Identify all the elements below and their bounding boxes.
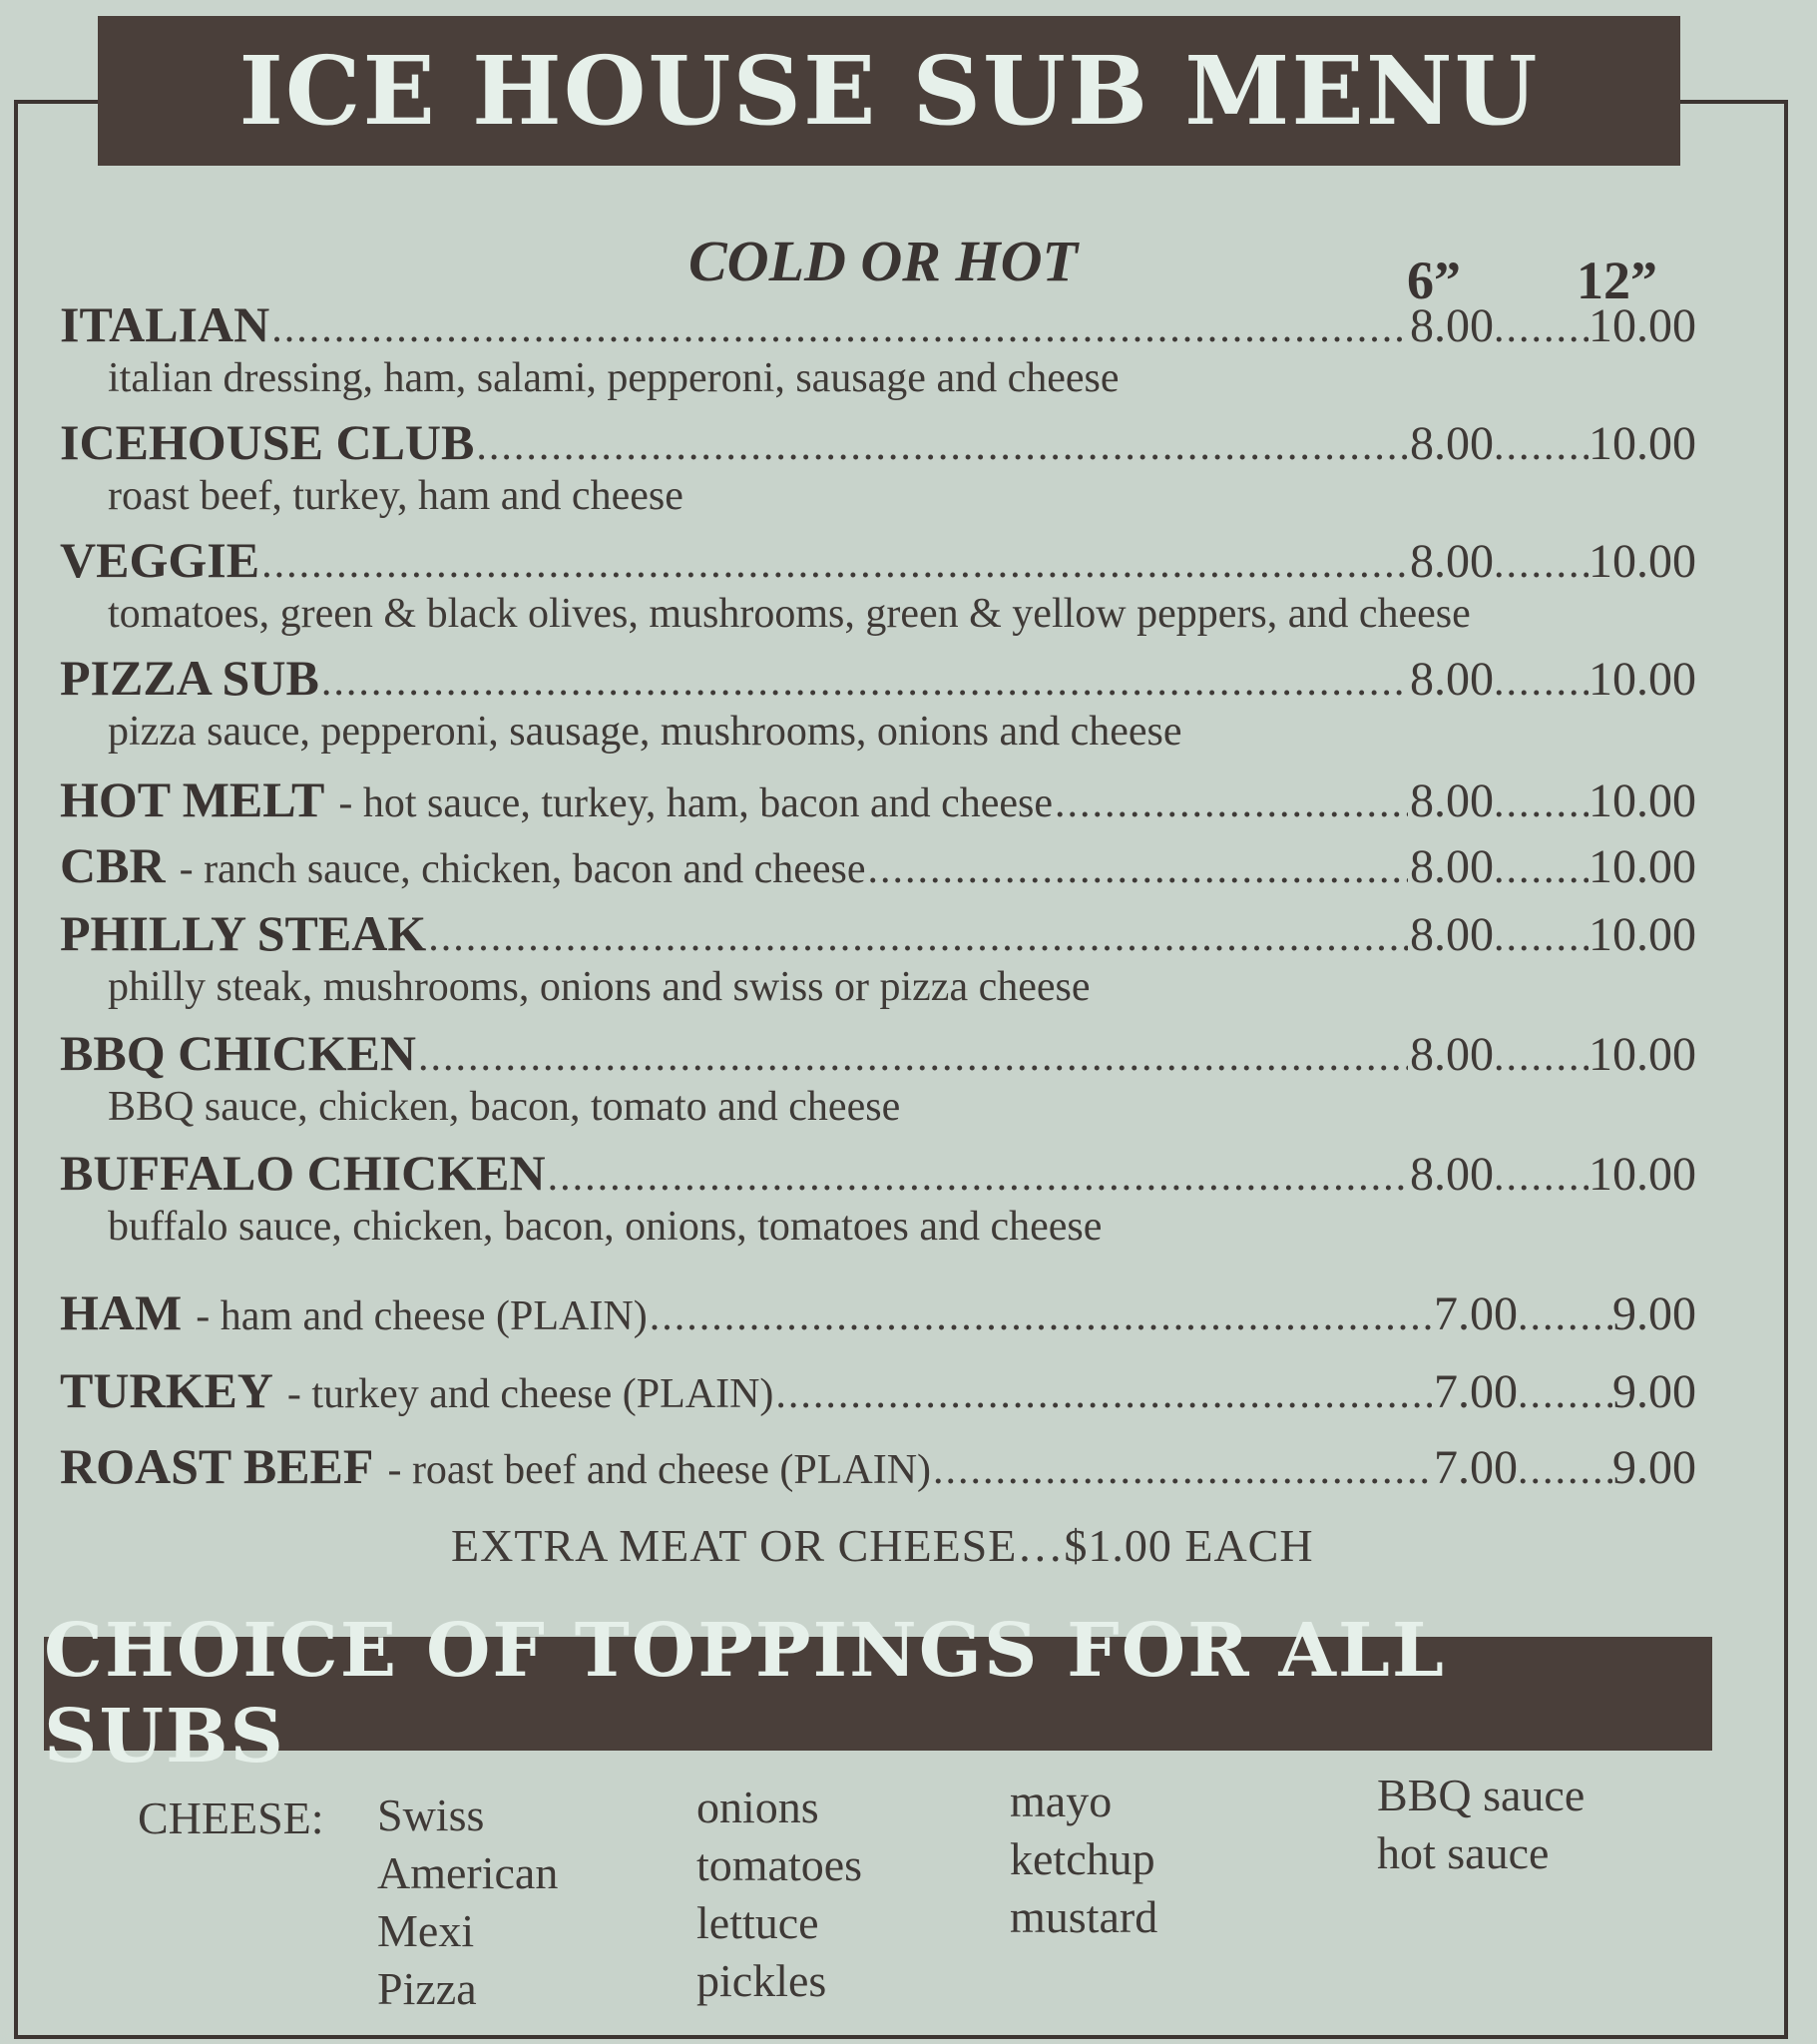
price-6: 8.00 xyxy=(1410,908,1494,961)
price-12: 10.00 xyxy=(1589,299,1696,352)
sauce-list xyxy=(1377,1767,1585,1882)
price-6: 8.00 xyxy=(1410,653,1494,706)
price-6: 8.00 xyxy=(1410,1028,1494,1081)
list-item: hot sauce xyxy=(1377,1827,1550,1878)
price-12: 10.00 xyxy=(1589,653,1696,706)
price-6: 7.00 xyxy=(1434,1287,1518,1340)
menu-item xyxy=(60,1145,1696,1251)
list-item: lettuce xyxy=(696,1897,819,1948)
toppings-title: CHOICE OF TOPPINGS FOR ALL SUBS xyxy=(44,1608,1446,1780)
list-item: Mexi xyxy=(377,1905,475,1956)
price-12: 10.00 xyxy=(1589,774,1696,827)
item-description: italian dressing, ham, salami, pepperoni, sausage and cheese xyxy=(108,355,1120,401)
cheese-list xyxy=(377,1787,558,2018)
price-12: 10.00 xyxy=(1589,1028,1696,1081)
list-item: ketchup xyxy=(1010,1833,1155,1884)
price-6: 8.00 xyxy=(1410,299,1494,352)
menu-item xyxy=(60,1362,1696,1418)
item-inline-description: - turkey and cheese (PLAIN) xyxy=(286,1371,774,1417)
item-inline-description: - ranch sauce, chicken, bacon and cheese xyxy=(179,846,866,892)
dot-leader xyxy=(261,543,1408,585)
item-name: BUFFALO CHICKEN xyxy=(60,1145,546,1201)
item-description: roast beef, turkey, ham and cheese xyxy=(108,473,683,519)
dot-leader xyxy=(1494,782,1589,824)
veggie-list xyxy=(696,1779,862,2010)
title-banner xyxy=(98,16,1680,166)
item-inline-description: - ham and cheese (PLAIN) xyxy=(196,1293,648,1339)
price-12: 9.00 xyxy=(1612,1441,1696,1494)
dot-leader xyxy=(1518,1449,1612,1491)
list-item: tomatoes xyxy=(696,1839,863,1890)
dot-leader xyxy=(1518,1295,1612,1337)
item-name: PIZZA SUB xyxy=(60,650,319,706)
dot-leader xyxy=(1494,1156,1589,1198)
menu-title: ICE HOUSE SUB MENU xyxy=(238,35,1540,147)
price-6: 8.00 xyxy=(1410,535,1494,588)
dot-leader xyxy=(476,425,1408,467)
item-name: ROAST BEEF xyxy=(60,1438,374,1494)
dot-leader xyxy=(1494,543,1589,585)
menu-item xyxy=(60,1025,1696,1131)
price-6: 8.00 xyxy=(1410,774,1494,827)
condiment-list xyxy=(1010,1773,1157,1946)
price-12: 9.00 xyxy=(1612,1365,1696,1418)
dot-leader xyxy=(1494,1036,1589,1078)
list-item: pickles xyxy=(696,1955,827,2006)
dot-leader xyxy=(321,661,1408,703)
price-12: 10.00 xyxy=(1589,417,1696,470)
list-item: mayo xyxy=(1010,1776,1113,1826)
dot-leader xyxy=(775,1373,1432,1415)
item-name: PHILLY STEAK xyxy=(60,905,427,961)
price-12: 9.00 xyxy=(1612,1287,1696,1340)
item-inline-description: - roast beef and cheese (PLAIN) xyxy=(387,1447,932,1493)
menu-item xyxy=(60,837,1696,893)
item-description: tomatoes, green & black olives, mushrooms, green & yellow peppers, and cheese xyxy=(108,591,1471,637)
list-item: mustard xyxy=(1010,1891,1158,1942)
list-item: Pizza xyxy=(377,1963,477,2014)
price-12: 10.00 xyxy=(1589,535,1696,588)
dot-leader xyxy=(271,307,1408,349)
menu-item xyxy=(60,414,1696,520)
item-name: ICEHOUSE CLUB xyxy=(60,414,475,470)
dot-leader xyxy=(1055,782,1408,824)
list-item: BBQ sauce xyxy=(1377,1770,1586,1820)
size-header-12: 12” xyxy=(1577,251,1657,310)
item-description: buffalo sauce, chicken, bacon, onions, tomatoes and cheese xyxy=(108,1204,1103,1250)
dot-leader xyxy=(1518,1373,1612,1415)
size-header-6: 6” xyxy=(1407,251,1461,310)
item-name: HOT MELT xyxy=(60,771,325,827)
item-description: pizza sauce, pepperoni, sausage, mushrooms, onions and cheese xyxy=(108,709,1182,755)
menu-subtitle: COLD OR HOT xyxy=(688,229,1078,293)
list-item: Swiss xyxy=(377,1789,485,1840)
menu-item xyxy=(60,650,1696,756)
extra-note: EXTRA MEAT OR CHEESE…$1.00 EACH xyxy=(451,1520,1314,1571)
menu-item xyxy=(60,296,1696,402)
price-12: 10.00 xyxy=(1589,908,1696,961)
dot-leader xyxy=(1494,425,1589,467)
dot-leader xyxy=(428,916,1408,958)
dot-leader xyxy=(418,1036,1408,1078)
cheese-label: CHEESE: xyxy=(138,1792,324,1843)
item-name: HAM xyxy=(60,1284,183,1340)
dot-leader xyxy=(1494,848,1589,890)
price-12: 10.00 xyxy=(1589,1148,1696,1201)
list-item: onions xyxy=(696,1782,819,1832)
price-6: 7.00 xyxy=(1434,1365,1518,1418)
menu-item xyxy=(60,532,1696,638)
item-name: VEGGIE xyxy=(60,532,260,588)
item-description: BBQ sauce, chicken, bacon, tomato and cheese xyxy=(108,1084,901,1130)
price-6: 7.00 xyxy=(1434,1441,1518,1494)
item-name: TURKEY xyxy=(60,1362,273,1418)
price-6: 8.00 xyxy=(1410,1148,1494,1201)
dot-leader xyxy=(1494,307,1589,349)
toppings-banner xyxy=(44,1608,1712,1780)
price-6: 8.00 xyxy=(1410,840,1494,893)
item-name: CBR xyxy=(60,837,166,893)
list-item: American xyxy=(377,1847,559,1898)
item-name: BBQ CHICKEN xyxy=(60,1025,417,1081)
price-12: 10.00 xyxy=(1589,840,1696,893)
dot-leader xyxy=(1494,916,1589,958)
menu-item xyxy=(60,905,1696,1011)
item-inline-description: - hot sauce, turkey, ham, bacon and cheese xyxy=(338,780,1054,826)
dot-leader xyxy=(933,1449,1432,1491)
menu-item xyxy=(60,1284,1696,1340)
dot-leader xyxy=(868,848,1408,890)
menu-item xyxy=(60,771,1696,827)
item-description: philly steak, mushrooms, onions and swiss or pizza cheese xyxy=(108,964,1091,1010)
dot-leader xyxy=(548,1156,1408,1198)
dot-leader xyxy=(1494,661,1589,703)
menu-item xyxy=(60,1438,1696,1494)
item-name: ITALIAN xyxy=(60,296,270,352)
price-6: 8.00 xyxy=(1410,417,1494,470)
dot-leader xyxy=(650,1295,1432,1337)
